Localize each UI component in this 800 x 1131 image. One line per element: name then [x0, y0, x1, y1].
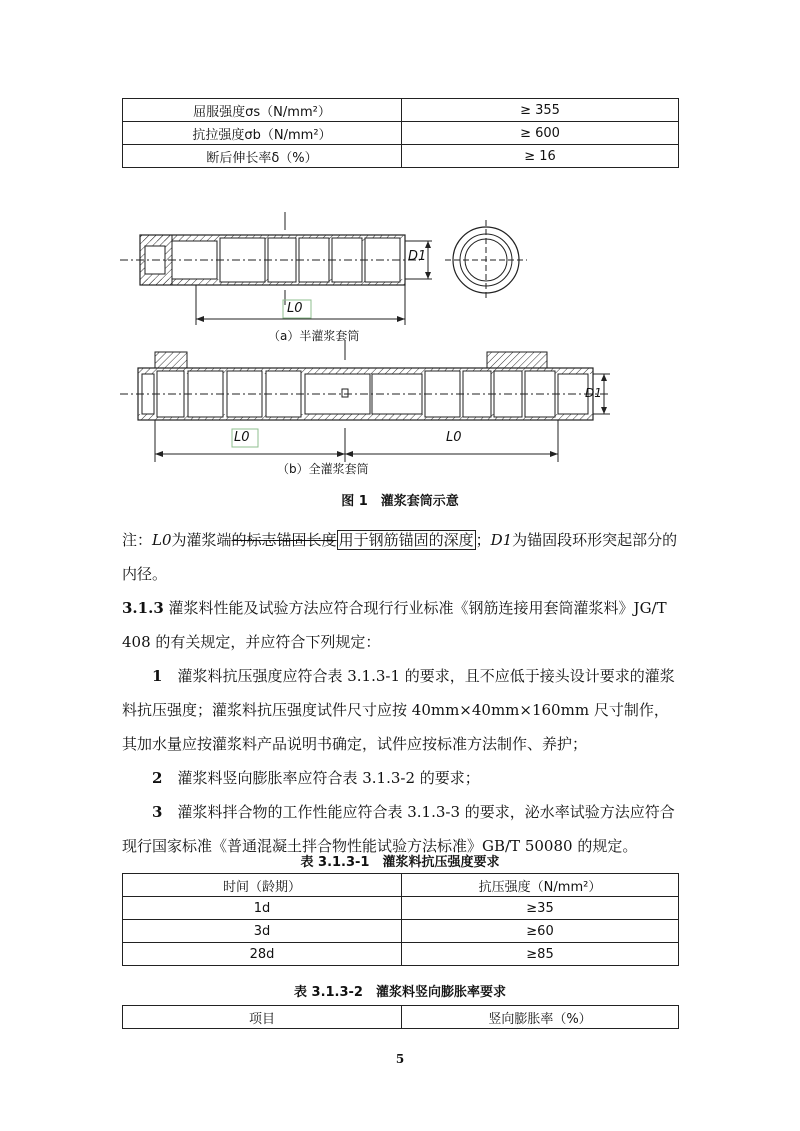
half-grout-sleeve-drawing: [120, 212, 432, 325]
section-intro: 灌浆料性能及试验方法应符合现行行业标准《钢筋连接用套筒灌浆料》JG/T 408 的有关规定，并应符合下列规定：: [122, 599, 667, 651]
table-cell: 1d: [123, 897, 402, 920]
table-row: [123, 920, 679, 943]
sleeve-end-view: [445, 220, 527, 300]
figure-note: [122, 523, 682, 591]
dimension-label-d1-a: D1: [408, 249, 427, 264]
table-header-cell: 竖向膨胀率（%）: [402, 1006, 679, 1029]
list-item-number: 3: [152, 803, 163, 821]
table-cell: ≥ 600: [402, 122, 679, 145]
dimension-label-d1-b: D1: [585, 386, 602, 400]
note-prefix: 注：: [122, 531, 153, 549]
note-text: 为灌浆端: [171, 531, 232, 549]
table-cell: ≥35: [402, 897, 679, 920]
table-row: [123, 99, 679, 122]
list-item-number: 2: [152, 769, 163, 787]
table-cell: 28d: [123, 943, 402, 966]
table-title: 表 3.1.3-2 灌浆料竖向膨胀率要求: [294, 985, 506, 1000]
full-grout-sleeve-drawing: [120, 340, 610, 462]
table-cell: 3d: [123, 920, 402, 943]
list-item: [122, 659, 682, 761]
dimension-label-l0-a: L0: [287, 301, 303, 316]
compressive-strength-table: [122, 873, 679, 966]
section-3-1-3: [122, 591, 682, 659]
grouting-sleeve-figure: [0, 200, 800, 490]
table-cell: ≥85: [402, 943, 679, 966]
table-row: [123, 122, 679, 145]
list-item-text: 灌浆料拌合物的工作性能应符合表 3.1.3-3 的要求，泌水率试验方法应符合现行国家标准《普通混凝土拌合物性能试验方法标准》GB/T 50080 的规定。: [122, 803, 675, 855]
list-item: [122, 761, 682, 795]
table-header-row: [123, 874, 679, 897]
note-text: ；: [475, 531, 491, 549]
table-cell: 断后伸长率δ（%）: [123, 145, 402, 168]
figure-caption-b: （b）全灌浆套筒: [277, 462, 369, 476]
material-properties-table: [122, 98, 679, 168]
note-symbol-l0: L0: [152, 531, 172, 549]
table-header-cell: 时间（龄期）: [123, 874, 402, 897]
table-cell: ≥60: [402, 920, 679, 943]
list-item-text: 灌浆料竖向膨胀率应符合表 3.1.3-2 的要求；: [177, 769, 480, 787]
figure-caption-a: （a）半灌浆套筒: [268, 329, 360, 343]
note-boxed-text: 用于钢筋锚固的深度: [338, 531, 474, 549]
section-number: 3.1.3: [122, 599, 164, 617]
table-row: [123, 145, 679, 168]
table-header-cell: 抗压强度（N/mm²）: [402, 874, 679, 897]
note-text: 为锚固段环形突起部分的内径。: [122, 531, 678, 583]
table-row: [123, 943, 679, 966]
table-header-row: [123, 1006, 679, 1029]
list-item-number: 1: [152, 667, 163, 685]
vertical-expansion-table: [122, 1005, 679, 1029]
table-cell: 抗拉强度σb（N/mm²）: [123, 122, 402, 145]
table-cell: 屈服强度σs（N/mm²）: [123, 99, 402, 122]
table-row: [123, 897, 679, 920]
table-header-cell: 项目: [123, 1006, 402, 1029]
table-cell: ≥ 16: [402, 145, 679, 168]
page-number: 5: [395, 1052, 405, 1066]
table-title: 表 3.1.3-1 灌浆料抗压强度要求: [300, 855, 500, 870]
table-cell: ≥ 355: [402, 99, 679, 122]
note-symbol-d1: D1: [490, 531, 513, 549]
note-struck-text: 的标志锚固长度: [231, 531, 337, 549]
dimension-label-l0-b-right: L0: [446, 430, 462, 445]
list-item-text: 灌浆料抗压强度应符合表 3.1.3-1 的要求，且不应低于接头设计要求的灌浆料抗压强度；灌浆料抗压强度试件尺寸应按 40mm×40mm×160mm 尺寸制作，其加水量应按灌浆料产品说明书确定，试件应按标准方法制作、养护；: [122, 667, 675, 753]
dimension-label-l0-b-left: L0: [234, 430, 250, 445]
figure-title: 图 1 灌浆套筒示意: [341, 494, 459, 509]
